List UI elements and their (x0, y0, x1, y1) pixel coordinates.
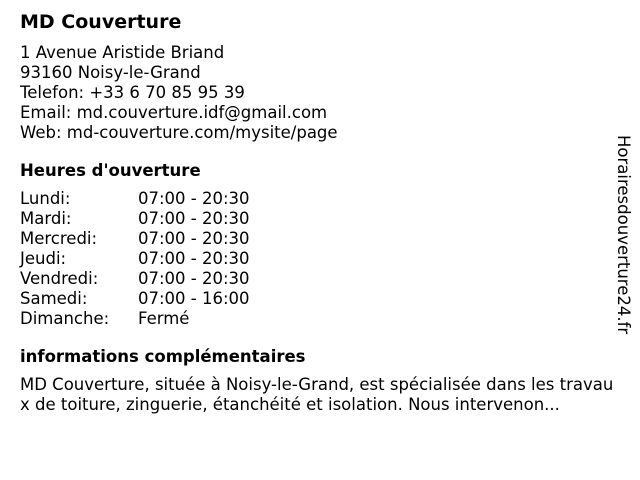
site-watermark: Horairesdouverture24.fr (614, 135, 633, 335)
phone-text: Telefon: +33 6 70 85 95 39 (20, 83, 245, 102)
hours-value: 07:00 - 20:30 (138, 189, 250, 208)
additional-info-heading: informations complémentaires (20, 347, 306, 366)
hours-row (20, 269, 610, 289)
opening-hours-table (20, 189, 610, 329)
hours-value: 07:00 - 20:30 (138, 249, 250, 268)
hours-row (20, 189, 610, 209)
hours-value: 07:00 - 20:30 (138, 209, 250, 228)
address-line-2: 93160 Noisy-le-Grand (20, 63, 201, 82)
day-label: Samedi: (20, 289, 88, 308)
business-name: MD Couverture (20, 11, 182, 33)
hours-value: 07:00 - 20:30 (138, 229, 250, 248)
hours-row (20, 229, 610, 249)
hours-value: 07:00 - 16:00 (138, 289, 250, 308)
website-text: Web: md-couverture.com/mysite/page (20, 123, 338, 142)
business-info-card (20, 10, 614, 415)
hours-row (20, 249, 610, 269)
opening-hours-heading: Heures d'ouverture (20, 161, 201, 180)
contact-block (20, 43, 610, 143)
day-label: Dimanche: (20, 309, 110, 328)
hours-row (20, 209, 610, 229)
hours-row (20, 309, 610, 329)
day-label: Vendredi: (20, 269, 99, 288)
additional-info-text: MD Couverture, située à Noisy-le-Grand, est spécialisée dans les travaux de toiture, zinguerie, étanchéité et isolation. Nous intervenon... (20, 375, 614, 414)
day-label: Lundi: (20, 189, 71, 208)
address-line-1: 1 Avenue Aristide Briand (20, 43, 225, 62)
hours-row (20, 289, 610, 309)
hours-value: 07:00 - 20:30 (138, 269, 250, 288)
day-label: Jeudi: (20, 249, 67, 268)
day-label: Mardi: (20, 209, 72, 228)
day-label: Mercredi: (20, 229, 98, 248)
email-text: Email: md.couverture.idf@gmail.com (20, 103, 328, 122)
hours-value: Fermé (138, 309, 190, 328)
